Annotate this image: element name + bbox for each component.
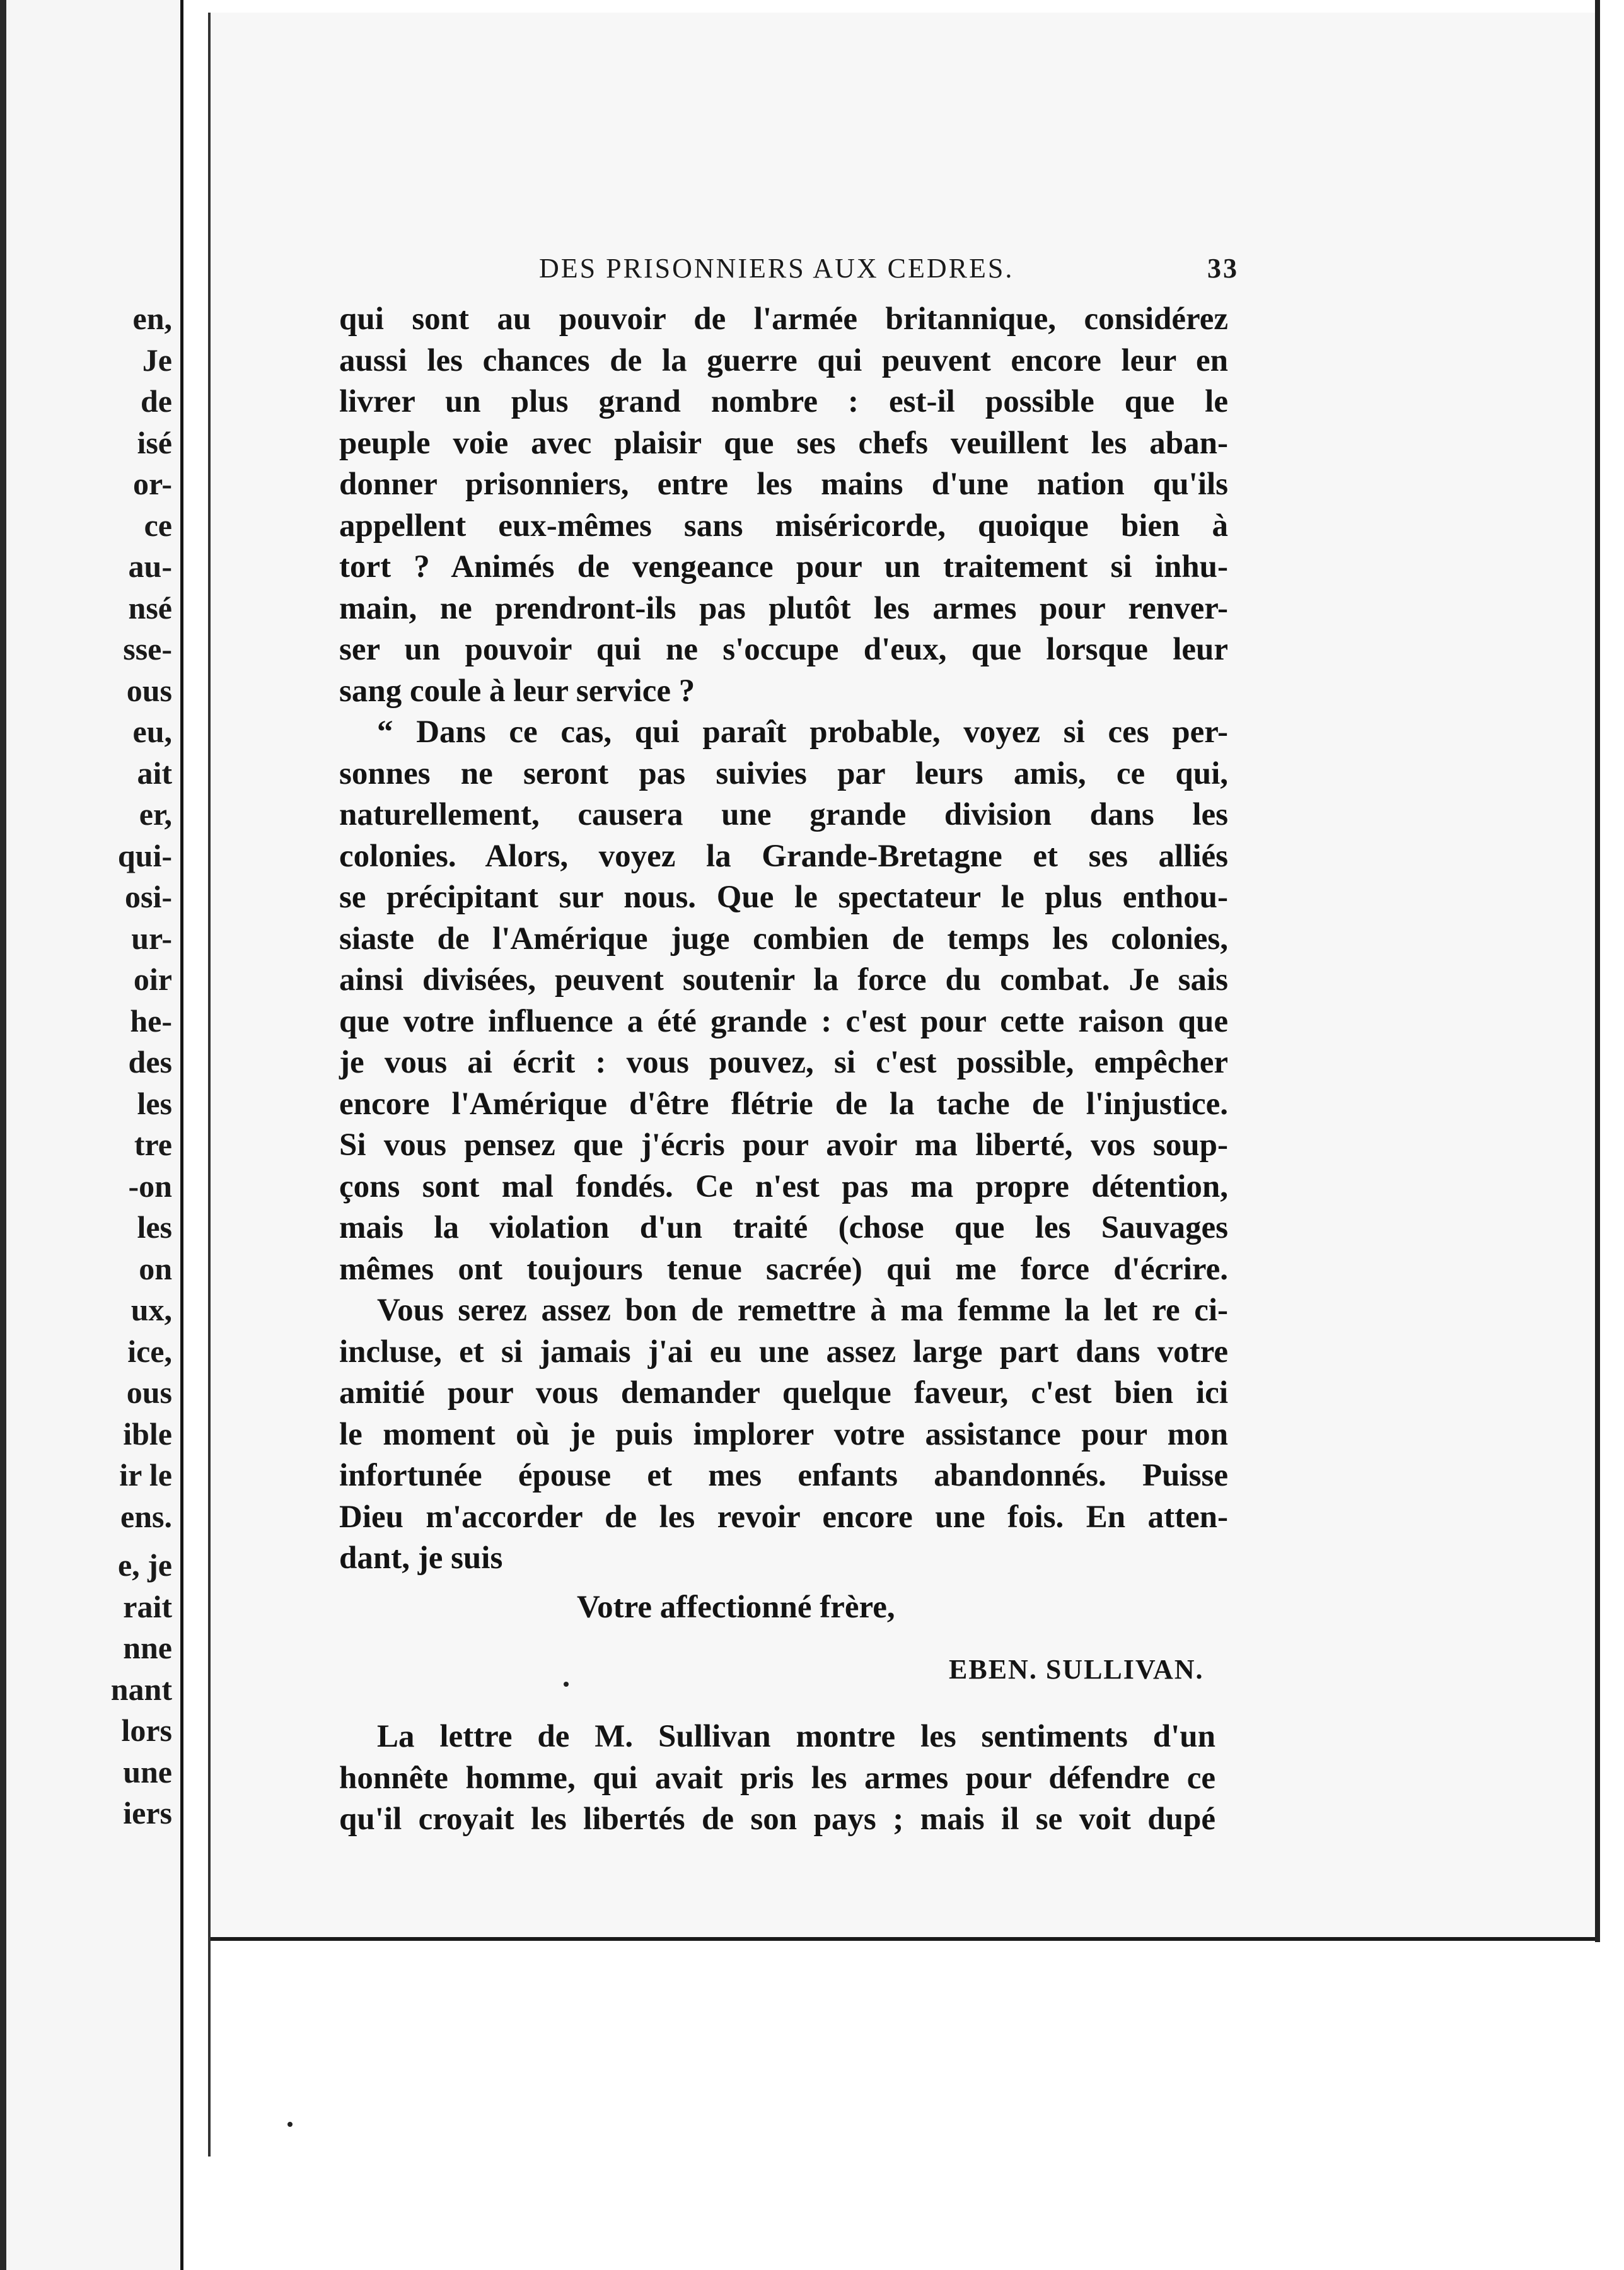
- text-line: mêmes ont toujours tenue sacrée) qui me force d'écrire.: [339, 1251, 1228, 1287]
- text-line: sonnes ne seront pas suivies par leurs amis, ce qui,: [339, 755, 1228, 791]
- facing-page-line: tre: [134, 1127, 172, 1162]
- text-line: donner prisonniers, entre les mains d'une nation qu'ils: [339, 467, 1228, 502]
- facing-page-line: nant: [110, 1671, 172, 1707]
- facing-page-line: les: [137, 1209, 172, 1245]
- facing-page-line: ens.: [120, 1498, 172, 1534]
- text-line: Dieu m'accorder de les revoir encore une fois. En atten-: [339, 1499, 1228, 1535]
- text-line: que votre influence a été grande : c'est pour cette raison que: [339, 1003, 1228, 1039]
- facing-page-line: on: [139, 1250, 172, 1286]
- facing-page-line: er,: [139, 796, 172, 832]
- book-spine: [0, 0, 6, 2270]
- facing-page-fragment: [6, 0, 180, 2270]
- text-line: encore l'Amérique d'être flétrie de la tache de l'injustice.: [339, 1086, 1228, 1122]
- text-line: dant, je suis: [339, 1540, 503, 1576]
- facing-page-line: de: [141, 383, 172, 419]
- text-line: main, ne prendront-ils pas plutôt les armes pour renver-: [339, 590, 1228, 626]
- facing-page-line: rait: [123, 1588, 172, 1624]
- facing-page-line: ir le: [119, 1457, 172, 1493]
- ink-speck: [564, 1682, 569, 1687]
- text-line: appellent eux-mêmes sans miséricorde, quoique bien à: [339, 508, 1228, 544]
- facing-page-line: ux,: [130, 1292, 172, 1327]
- text-line: sang coule à leur service ?: [339, 673, 695, 709]
- text-line: “ Dans ce cas, qui paraît probable, voyez si ces per-: [377, 714, 1228, 750]
- body-text: [339, 299, 1228, 1580]
- page-left-edge: [208, 13, 211, 2156]
- text-line: naturellement, causera une grande division dans les: [339, 797, 1228, 832]
- text-line: çons sont mal fondés. Ce n'est pas ma propre détention,: [339, 1168, 1228, 1204]
- facing-page-text: [111, 298, 172, 1834]
- text-line: je vous ai écrit : vous pouvez, si c'est possible, empêcher: [339, 1045, 1228, 1080]
- facing-page-line: -on: [128, 1168, 172, 1204]
- facing-page-line: ur-: [131, 920, 172, 956]
- text-line: livrer un plus grand nombre : est-il possible que le: [339, 384, 1228, 419]
- facing-page-line: des: [128, 1044, 172, 1080]
- text-line: aussi les chances de la guerre qui peuvent encore leur en: [339, 342, 1228, 378]
- letter-closing: Votre affectionné frère,: [577, 1590, 895, 1625]
- facing-page-line: ous: [126, 1375, 172, 1410]
- facing-page-line: isé: [137, 424, 172, 460]
- facing-page-line: Je: [142, 342, 172, 378]
- text-line: se précipitant sur nous. Que le spectateur le plus enthou-: [339, 880, 1228, 915]
- facing-page-line: en,: [132, 301, 172, 336]
- facing-page-line: qui-: [117, 837, 172, 873]
- text-line: mais la violation d'un traité (chose que les Sauvages: [339, 1210, 1228, 1245]
- text-line: La lettre de M. Sullivan montre les sentiments d'un: [377, 1719, 1215, 1754]
- facing-page-line: eu,: [132, 714, 172, 749]
- page-right-edge: [1595, 0, 1600, 1942]
- facing-page-line: nne: [123, 1630, 172, 1665]
- text-line: qui sont au pouvoir de l'armée britannique, considérez: [339, 301, 1228, 337]
- facing-page-line: he-: [130, 1003, 172, 1039]
- body-text-continued: [339, 1716, 1215, 1841]
- facing-page-gap: [111, 1537, 172, 1545]
- facing-page-line: sse-: [123, 631, 172, 666]
- text-line: colonies. Alors, voyez la Grande-Bretagne et ses alliés: [339, 838, 1228, 874]
- ink-speck: [287, 2122, 293, 2127]
- facing-page-line: osi-: [125, 879, 172, 914]
- text-line: infortunée épouse et mes enfants abandonnés. Puisse: [339, 1458, 1228, 1493]
- text-line: Vous serez assez bon de remettre à ma femme la let re ci-: [377, 1293, 1228, 1328]
- facing-page-line: ous: [126, 672, 172, 708]
- facing-page-line: oir: [133, 962, 172, 997]
- text-line: le moment où je puis implorer votre assistance pour mon: [339, 1416, 1228, 1452]
- facing-page-line: e, je: [117, 1547, 172, 1583]
- text-line: tort ? Animés de vengeance pour un traitement si inhu-: [339, 549, 1228, 585]
- letter-signature: EBEN. SULLIVAN.: [949, 1654, 1204, 1685]
- running-header: [539, 252, 1239, 290]
- running-title: DES PRISONNIERS AUX CEDRES.: [539, 253, 1014, 284]
- gutter-line: [180, 0, 183, 2270]
- text-line: siaste de l'Amérique juge combien de temps les colonies,: [339, 921, 1228, 957]
- facing-page-line: nsé: [128, 590, 172, 626]
- facing-page-line: ice,: [127, 1333, 172, 1369]
- facing-page-line: ce: [144, 507, 172, 543]
- facing-page-line: iers: [123, 1795, 172, 1831]
- facing-page-line: ait: [137, 755, 172, 791]
- facing-page-line: une: [123, 1754, 172, 1790]
- facing-page-line: ible: [123, 1416, 172, 1452]
- text-line: Si vous pensez que j'écris pour avoir ma liberté, vos soup-: [339, 1127, 1228, 1163]
- text-line: ser un pouvoir qui ne s'occupe d'eux, que lorsque leur: [339, 632, 1228, 667]
- facing-page-line: lors: [121, 1713, 172, 1748]
- facing-page-line: or-: [133, 466, 172, 501]
- text-line: amitié pour vous demander quelque faveur, c'est bien ici: [339, 1375, 1228, 1411]
- text-line: qu'il croyait les libertés de son pays ; mais il se voit dupé: [339, 1801, 1215, 1837]
- facing-page-line: les: [137, 1085, 172, 1121]
- text-line: ainsi divisées, peuvent soutenir la force du combat. Je sais: [339, 962, 1228, 998]
- text-line: honnête homme, qui avait pris les armes pour défendre ce: [339, 1760, 1215, 1796]
- facing-page-line: au-: [128, 549, 172, 584]
- page-number: 33: [1207, 253, 1239, 284]
- text-line: peuple voie avec plaisir que ses chefs veuillent les aban-: [339, 425, 1228, 461]
- text-line: incluse, et si jamais j'ai eu une assez large part dans votre: [339, 1334, 1228, 1370]
- scan-margin: [1600, 0, 1624, 2270]
